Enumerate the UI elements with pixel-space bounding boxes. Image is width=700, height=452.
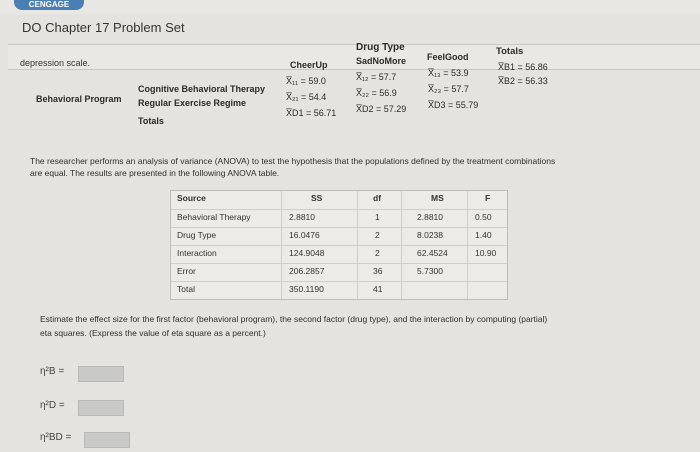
mean-cell: X̅₁₁ = 59.0: [286, 76, 326, 86]
question-line2: eta squares. (Express the value of eta square as a percent.): [40, 328, 266, 338]
eta-d-input[interactable]: [78, 400, 124, 416]
df-cell: 2: [375, 230, 380, 240]
eta-bd-input[interactable]: [84, 432, 130, 448]
mean-cell: X̅D1 = 56.71: [286, 108, 337, 118]
table-row: [171, 209, 507, 226]
question-line1: Estimate the effect size for the first factor (behavioral program), the second factor (drug type), and the interaction by computing (partial): [40, 314, 548, 324]
df-cell: 41: [373, 284, 383, 294]
eta-row-bd: [40, 432, 71, 443]
source-cell: Error: [177, 266, 196, 276]
header-df: df: [373, 193, 382, 203]
row-label-exercise: Regular Exercise Regime: [138, 98, 247, 108]
ss-cell: 16.0476: [289, 230, 320, 240]
source-cell: Interaction: [177, 248, 217, 258]
totals-header: Totals: [496, 46, 524, 57]
anova-table: [170, 190, 508, 300]
top-bar: [0, 0, 700, 14]
ss-cell: 124.9048: [289, 248, 325, 258]
table-row: [171, 245, 507, 262]
f-cell: 10.90: [475, 248, 497, 258]
table-row: [171, 263, 507, 280]
factor-label: Behavioral Program: [36, 94, 122, 104]
eta-bd-label: η²BD =: [40, 432, 72, 443]
drug-type-header: Drug Type: [356, 42, 405, 53]
row-label-totals: Totals: [138, 116, 164, 126]
ms-cell: 62.4524: [417, 248, 448, 258]
mean-cell: X̅₂₁ = 54.4: [286, 92, 327, 102]
column-header-sadnomore: SadNoMore: [356, 56, 407, 66]
f-cell: 0.50: [475, 212, 492, 222]
ms-cell: 5.7300: [417, 266, 443, 276]
header-source: Source: [177, 193, 206, 203]
table-row: [171, 227, 507, 244]
header-ss: SS: [311, 193, 323, 203]
eta-b-input[interactable]: [78, 366, 124, 382]
ss-cell: 206.2857: [289, 266, 325, 276]
eta-row-d: [40, 400, 65, 411]
chapter-title: DO Chapter 17 Problem Set: [22, 20, 185, 35]
eta-d-label: η²D =: [40, 400, 65, 411]
ss-cell: 350.1190: [289, 284, 324, 294]
mean-cell: X̅₁₂ = 57.7: [356, 72, 397, 82]
f-cell: 1.40: [475, 230, 492, 240]
anova-header-row: [171, 191, 507, 207]
df-cell: 2: [375, 248, 380, 258]
mean-cell: X̅₂₂ = 56.9: [356, 88, 397, 98]
brand-logo: CENGAGE: [14, 0, 84, 10]
means-table: [0, 14, 700, 154]
anova-intro-line2: are equal. The results are presented in the following ANOVA table.: [30, 168, 280, 178]
source-cell: Total: [177, 284, 195, 294]
header-ms: MS: [431, 193, 444, 203]
source-cell: Behavioral Therapy: [177, 212, 251, 222]
anova-intro-line1: The researcher performs an analysis of variance (ANOVA) to test the hypothesis that the populations defined by the treatment combinations: [30, 156, 556, 166]
mean-cell: X̅₂₃ = 57.7: [428, 84, 469, 94]
problem-page: [0, 14, 700, 452]
source-cell: Drug Type: [177, 230, 217, 240]
header-f: F: [485, 193, 491, 203]
ms-cell: 8.0238: [417, 230, 443, 240]
mean-cell: X̅D2 = 57.29: [356, 104, 407, 114]
column-header-cheerup: CheerUp: [290, 60, 328, 70]
table-row: [171, 281, 507, 298]
eta-row-b: [40, 366, 64, 377]
ms-cell: 2.8810: [417, 212, 443, 222]
row-label-cbt: Cognitive Behavioral Therapy: [138, 84, 266, 94]
mean-cell: X̅₁₃ = 53.9: [428, 68, 469, 78]
df-cell: 1: [375, 212, 380, 222]
df-cell: 36: [373, 266, 383, 276]
scale-label: depression scale.: [20, 58, 91, 68]
mean-cell: X̅D3 = 55.79: [428, 100, 479, 110]
ss-cell: 2.8810: [289, 212, 315, 222]
eta-b-label: η²B =: [40, 366, 65, 377]
total-cell: X̅B2 = 56.33: [498, 76, 548, 86]
column-header-feelgood: FeelGood: [427, 52, 469, 62]
total-cell: X̅B1 = 56.86: [498, 62, 548, 72]
